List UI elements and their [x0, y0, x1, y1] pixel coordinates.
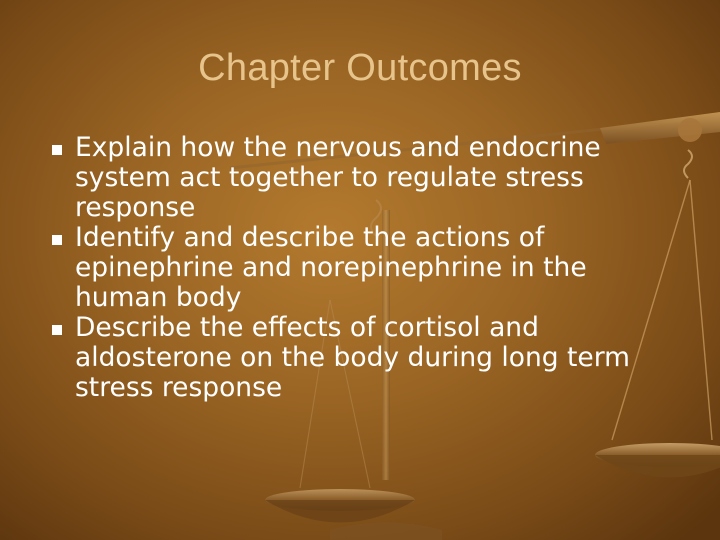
list-item [52, 133, 682, 223]
square-bullet-icon [52, 325, 62, 335]
list-item-text: Identify and describe the actions of epinephrine and norepinephrine in the human body [75, 222, 587, 313]
list-item-text: Describe the effects of cortisol and aldosterone on the body during long term stress response [75, 312, 630, 403]
list-item [52, 223, 682, 313]
list-item [52, 313, 682, 403]
list-item-text: Explain how the nervous and endocrine system act together to regulate stress response [75, 132, 601, 223]
slide-title: Chapter Outcomes [198, 47, 522, 89]
outcome-list [52, 133, 682, 403]
square-bullet-icon [52, 235, 62, 245]
square-bullet-icon [52, 145, 62, 155]
